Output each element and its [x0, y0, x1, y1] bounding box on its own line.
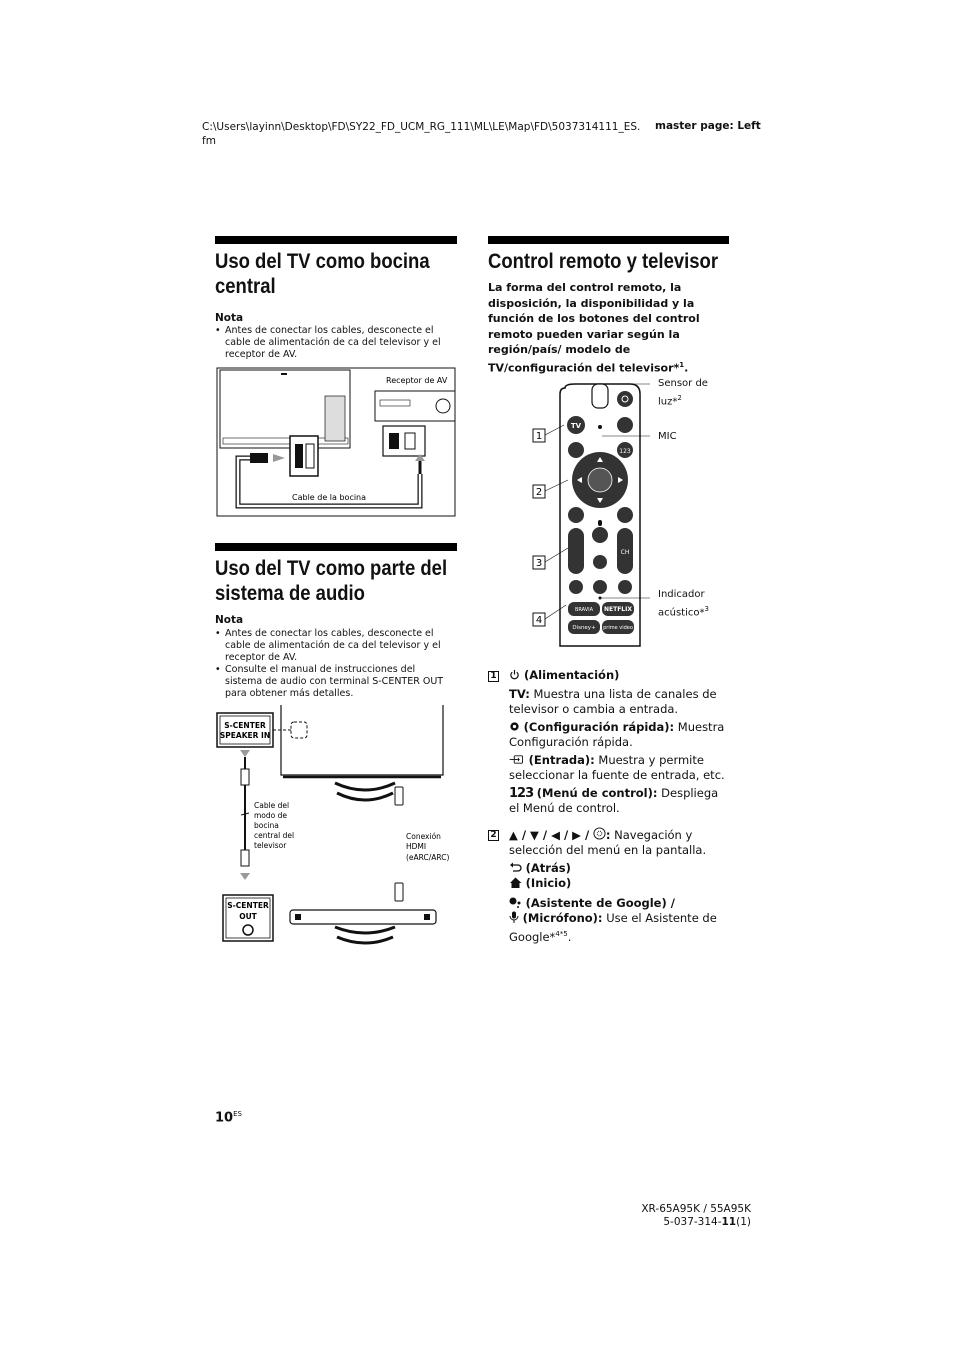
- audio-system-figure: [215, 705, 457, 945]
- svg-text:NETFLIX: NETFLIX: [604, 606, 632, 613]
- button-descriptions: 1 (Alimentación) TV: Muestra una lista de canales de televisor o cambia a entrada. (Configuración rápida): Muestra Configuración rápida. (Entrada): Muestra y permite seleccionar la fuente de entrada, etc. 123 (Menú de control): Despliega el Menú de control. 2 ▲ / ▼ / ◀ / ▶ / : Navegación y selección del menú en la pantalla. (Atrás) (Inicio) (Asistente de Google) / (Micrófono): Use el Asistente de Google*$^{4*5}$.: [488, 668, 730, 945]
- master-page-label: master page: Left: [655, 120, 761, 132]
- nota-item: • Antes de conectar los cables, desconecte el cable de alimentación de ca del televisor y el receptor de AV.: [215, 325, 450, 361]
- nota-list: [215, 628, 455, 700]
- item-number-4: [533, 613, 545, 626]
- sound-indicator-label: Indicador acústico*$^3$: [658, 589, 709, 619]
- item-number: 2: [488, 830, 499, 841]
- hdmi-label: HDMI: [406, 842, 427, 851]
- microphone-icon: [509, 911, 519, 923]
- back-icon: [509, 862, 522, 873]
- cable-label: televisor: [254, 841, 287, 850]
- section-title: Uso del TV como bocina central: [215, 250, 430, 298]
- scenter-out-label: S-CENTER: [227, 901, 269, 910]
- svg-text:CH: CH: [620, 549, 630, 556]
- hdmi-label: (eARC/ARC): [406, 853, 450, 862]
- section-bar: [215, 236, 457, 244]
- input-icon[interactable]: [568, 442, 584, 458]
- google-assistant-icon[interactable]: [592, 527, 608, 543]
- receiver-label: Receptor de AV: [386, 376, 448, 385]
- svg-text:2: 2: [535, 487, 543, 498]
- intro-paragraph: La forma del control remoto, la disposición, la disponibilidad y la función de los botones del control remoto pueden variar según la región/país/ modelo de TV/configuración del televisor*$^1$.: [488, 281, 700, 375]
- home-icon: [509, 877, 522, 888]
- power-icon: [509, 669, 520, 680]
- cable-label: Cable de la bocina: [292, 493, 367, 502]
- back-icon[interactable]: [568, 507, 584, 523]
- tv-center-speaker-figure: [215, 366, 457, 518]
- svg-text:prime video: prime video: [603, 625, 633, 631]
- svg-text:3: 3: [535, 558, 543, 569]
- section-bar: [488, 236, 729, 244]
- speaker-in-label: SPEAKER IN: [219, 731, 271, 740]
- nota-item: • Consulte el manual de instrucciones del sistema de audio con terminal S-CENTER OUT para obtener más detalles.: [215, 664, 455, 700]
- speaker-in-label: S-CENTER: [224, 721, 266, 730]
- page-number: $10^{ES}$: [215, 1110, 242, 1126]
- cable-label: central del: [254, 831, 295, 840]
- svg-text:1: 1: [535, 431, 543, 442]
- item-number-3: [533, 556, 545, 569]
- item-number-2: [533, 485, 545, 498]
- mic-label: MIC: [658, 431, 677, 442]
- hdmi-label: Conexión: [406, 832, 441, 841]
- light-sensor-label: Sensor de luz*$^2$: [658, 378, 708, 408]
- svg-text:123: 123: [619, 448, 631, 455]
- section-title: Uso del TV como parte del sistema de audio: [215, 557, 448, 605]
- home-icon[interactable]: [617, 507, 633, 523]
- google-assistant-icon: [509, 897, 522, 908]
- scenter-out-label: OUT: [239, 912, 257, 921]
- file-path: C:\Users\layinn\Desktop\FD\SY22_FD_UCM_RG_111\ML\LE\Map\FD\5037314111_ES.fm: [202, 121, 641, 147]
- cable-label: Cable del: [254, 801, 290, 810]
- input-icon: [509, 754, 525, 765]
- nota-list: [215, 325, 450, 361]
- tv-button-label: TV: [570, 422, 582, 430]
- nota-label: Nota: [215, 614, 244, 626]
- volume-rocker[interactable]: [568, 528, 584, 574]
- section-title: Control remoto y televisor: [488, 250, 719, 273]
- mute-icon[interactable]: [593, 555, 607, 569]
- enter-icon: [593, 827, 606, 840]
- svg-text:BRAVIA: BRAVIA: [574, 607, 594, 613]
- remote-control-figure: [530, 380, 650, 650]
- nota-item: • Antes de conectar los cables, desconecte el cable de alimentación de ca del televisor y el receptor de AV.: [215, 628, 455, 664]
- cable-label: modo de: [254, 811, 288, 820]
- svg-text:4: 4: [535, 615, 543, 626]
- cable-label: bocina: [254, 821, 279, 830]
- item-number: 1: [488, 671, 499, 682]
- nota-label: Nota: [215, 312, 244, 324]
- model-info: XR-65A95K / 55A95K 5-037-314-11(1): [641, 1203, 751, 1228]
- item-number-1: [533, 429, 545, 442]
- gear-icon[interactable]: [617, 417, 633, 433]
- gear-icon: [509, 721, 520, 732]
- section-bar: [215, 543, 457, 551]
- svg-text:Disney+: Disney+: [572, 625, 596, 631]
